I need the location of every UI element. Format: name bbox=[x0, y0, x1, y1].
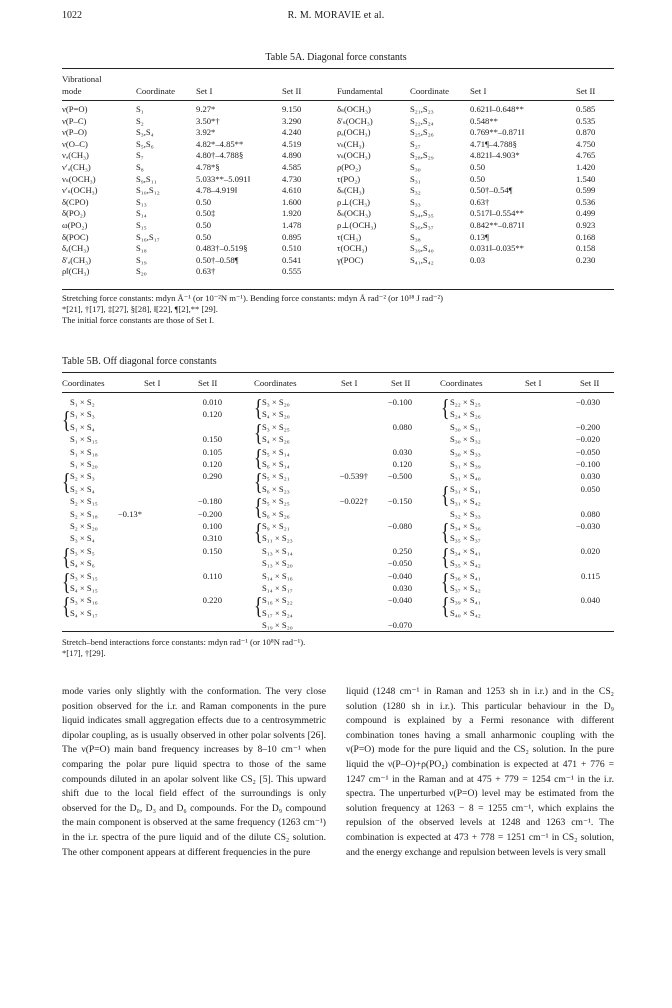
table-5a-caption: Table 5A. Diagonal force constants bbox=[265, 52, 407, 63]
table-5b-caption: Table 5B. Off diagonal force constants bbox=[62, 356, 217, 367]
cell-set2-value: −0.200 bbox=[197, 508, 222, 519]
grouping-brace: { bbox=[254, 394, 263, 422]
cell-set2-value: −0.030 bbox=[575, 521, 600, 531]
cell-coordinates: S₁ × S₄ bbox=[70, 421, 95, 432]
cell-mode: δ(CPO) bbox=[62, 196, 89, 207]
cell-set1-value: 0.50‡ bbox=[196, 208, 216, 219]
cell-set1-value: 5.033**–5.091‖ bbox=[196, 173, 250, 184]
cell-set2-value: 0.105 bbox=[202, 446, 222, 457]
cell-set2-value: 0.020 bbox=[580, 545, 600, 556]
cell-set1-value: 0.13¶ bbox=[470, 231, 489, 242]
cell-coordinate: S₁₀,S₁₂ bbox=[136, 185, 160, 196]
header-set1-b2: Set I bbox=[341, 378, 358, 388]
cell-set2-value: 0.310 bbox=[202, 533, 222, 544]
cell-set1-value: 4.71¶–4.788§ bbox=[470, 138, 517, 149]
table-5b-header-rule bbox=[62, 392, 614, 393]
cell-set2-value: 0.230 bbox=[576, 254, 596, 265]
cell-set1-value: 0.517‖–0.554** bbox=[470, 208, 524, 219]
cell-coordinate: S₃₉,S₄₀ bbox=[410, 243, 434, 254]
cell-coordinates: S₃ × S₂₅ bbox=[262, 421, 290, 432]
cell-coordinate: S₇ bbox=[136, 150, 144, 161]
cell-set2-value: −0.180 bbox=[197, 496, 222, 507]
header-set1-b3: Set I bbox=[525, 378, 542, 388]
table-5a-top-rule bbox=[62, 68, 614, 69]
cell-set2-value: 4.730 bbox=[282, 173, 302, 184]
cell-coordinates: S₁₄ × S₁₆ bbox=[262, 570, 293, 581]
cell-coordinates: S₁₄ × S₁₇ bbox=[262, 583, 293, 593]
header-coordinate-2: Coordinate bbox=[410, 86, 450, 96]
cell-coordinates: S₂₂ × S₂₅ bbox=[450, 397, 481, 407]
cell-coordinate: S₂₂,S₂₄ bbox=[410, 115, 434, 126]
table-5b-bottom-rule bbox=[62, 631, 614, 632]
cell-fundamental: δₛ(CH₃) bbox=[337, 185, 365, 196]
cell-set2-value: 0.050 bbox=[580, 483, 600, 494]
header-set2-2: Set II bbox=[576, 86, 596, 96]
cell-set2-value: 0.535 bbox=[576, 115, 596, 126]
cell-set1-value: 0.63† bbox=[196, 266, 216, 277]
cell-set2-value: 0.030 bbox=[392, 583, 412, 593]
cell-coordinate: S₂₈,S₂₉ bbox=[410, 150, 434, 161]
body-text-right-column: liquid (1248 cm⁻¹ in Raman and 1253 sh in i.r.) and in the CS₂ solution (1280 sh in i.r.). This particular behaviour in the D₉ compound is explained by a Fermi resonance with different combination tones having a small anharmonic coupling with the ν(P=O) mode for the pure liquid and the CS₂ solution. In the pure liquid the ν(P–O)+ρ(PO₂) combination is expected at 471 + 776 = 1247 cm⁻¹ in the Raman and at 475 + 779 = 1254 cm⁻¹ in the i.r. spectra. The unperturbed ν(P=O) level may be estimated from the solution frequency at 1263 − 8 = 1255 cm⁻¹, which explains the repulsion of the observed levels at 1248 and 1263 cm⁻¹. The combination is expected at 473 + 778 = 1251 cm⁻¹ in CS₂ solution, and the energy exchange and repulsion between levels is very small bbox=[346, 686, 614, 858]
cell-set2-value: 4.750 bbox=[576, 138, 596, 149]
cell-coordinates: S₂₄ × S₂₆ bbox=[450, 409, 481, 420]
cell-fundamental: ρ⊥(CH₃) bbox=[337, 196, 371, 207]
cell-set2-value: 0.510 bbox=[282, 243, 302, 254]
cell-coordinate: S₂₁,S₂₃ bbox=[410, 104, 434, 114]
cell-fundamental: νₛ(CH₃) bbox=[337, 138, 365, 149]
cell-coordinates: S₅ × S₁₄ bbox=[262, 446, 290, 457]
cell-coordinates: S₃₁ × S₃₉ bbox=[450, 459, 481, 469]
cell-coordinates: S₃₀ × S₃₃ bbox=[450, 446, 481, 457]
cell-mode: ν′ₛ(OCH₃) bbox=[62, 185, 98, 196]
cell-set2-value: 0.150 bbox=[202, 545, 222, 556]
cell-set2-value: 0.150 bbox=[202, 434, 222, 445]
cell-fundamental: ρ⊥(OCH₃) bbox=[337, 220, 377, 230]
cell-coordinates: S₁₇ × S₂₄ bbox=[262, 607, 293, 618]
cell-set2-value: 0.923 bbox=[576, 220, 596, 230]
cell-coordinates: S₅ × S₂₁ bbox=[262, 471, 290, 482]
cell-set1-value: 4.82*–4.85** bbox=[196, 138, 244, 149]
cell-coordinates: S₄ × S₁₇ bbox=[70, 607, 98, 618]
header-mode-line1: Vibrational bbox=[62, 74, 102, 84]
cell-coordinates: S₂ × S₂₀ bbox=[70, 521, 98, 531]
table-5a-footnote-refs: *[21], †[17], ‡[27], §[28], ‖[22], ¶[2],** [29]. bbox=[62, 304, 218, 314]
header-mode-line2: mode bbox=[62, 86, 82, 96]
cell-set2-value: 0.290 bbox=[202, 471, 222, 482]
table-5a-header-rule bbox=[62, 100, 614, 101]
cell-set1-value: 0.621‖–0.648** bbox=[470, 104, 524, 114]
cell-set2-value: −0.200 bbox=[575, 421, 600, 432]
cell-coordinates: S₆ × S₂₆ bbox=[262, 508, 290, 519]
cell-set1-value: 0.50 bbox=[196, 196, 212, 207]
grouping-brace: { bbox=[254, 493, 263, 521]
cell-coordinate: S₂₅,S₂₆ bbox=[410, 127, 434, 138]
grouping-brace: { bbox=[254, 444, 263, 472]
cell-set2-value: 1.920 bbox=[282, 208, 302, 219]
cell-coordinates: S₃₇ × S₄₂ bbox=[450, 583, 481, 593]
cell-coordinates: S₃₀ × S₃₁ bbox=[450, 421, 481, 432]
grouping-brace: { bbox=[62, 406, 71, 434]
cell-fundamental: τ(OCH₃) bbox=[337, 243, 368, 254]
grouping-brace: { bbox=[254, 592, 263, 620]
cell-set2-value: 0.110 bbox=[202, 570, 222, 581]
cell-coordinates: S₂ × S₄ bbox=[70, 483, 95, 494]
cell-coordinate: S₁ bbox=[136, 104, 144, 114]
header-set1-b1: Set I bbox=[144, 378, 161, 388]
cell-fundamental: τ(CH₃) bbox=[337, 231, 362, 242]
header-set1-2: Set I bbox=[470, 86, 487, 96]
cell-set2-value: −0.150 bbox=[387, 496, 412, 507]
cell-coordinate: S₃₃ bbox=[410, 196, 421, 207]
cell-coordinate: S₃₄,S₃₅ bbox=[410, 208, 434, 219]
cell-mode: ρ‖(CH₃) bbox=[62, 266, 90, 277]
table-5b-footnote-refs: *[17], †[29]. bbox=[62, 648, 106, 658]
cell-coordinates: S₃₅ × S₄₂ bbox=[450, 558, 481, 569]
cell-coordinate: S₃,S₄ bbox=[136, 127, 154, 138]
cell-set2-value: 0.040 bbox=[580, 595, 600, 606]
table-5a-bottom-rule bbox=[62, 289, 614, 290]
grouping-brace: { bbox=[62, 592, 71, 620]
cell-set2-value: 0.555 bbox=[282, 266, 302, 277]
grouping-brace: { bbox=[441, 543, 450, 571]
cell-set1-value: 0.50 bbox=[470, 162, 486, 172]
cell-set2-value: 4.519 bbox=[282, 138, 302, 149]
cell-coordinate: S₃₀ bbox=[410, 162, 421, 172]
cell-set2-value: −0.030 bbox=[575, 397, 600, 407]
cell-set2-value: 9.150 bbox=[282, 104, 302, 114]
cell-set2-value: −0.100 bbox=[575, 459, 600, 469]
cell-mode: νₐ(CH₃) bbox=[62, 150, 89, 161]
cell-set2-value: 1.478 bbox=[282, 220, 302, 230]
cell-mode: δₐ(CH₃) bbox=[62, 243, 90, 254]
cell-coordinates: S₃₆ × S₄₁ bbox=[450, 570, 481, 581]
body-text-left-column: mode varies only slightly with the conformation. The very close position observed for the i.r. and Raman components in the pure liquid indicates small aggregation effects due to a centrosymmetric dipolar coupling, as is usually observed in other polar solvents [26]. The ν(P=O) main band frequency increases by 8–10 cm⁻¹ when comparing the polar pure liquid spectra to those of the same compounds diluted in an apolar solvent like CS₂ [5]. This upward shift due to the local field effect of the surroundings is only observed for the D₀, D₃ and D₆ compounds. For the D₉ compound the main component is observed at the same frequency (1263 cm⁻¹) in the i.r. spectra of the pure liquid and of the dilute CS₂ solution. The other component appears at different frequencies in the pure bbox=[62, 686, 326, 858]
table-5a-footnote-note: The initial force constants are those of Set I. bbox=[62, 315, 215, 325]
cell-coordinates: S₂ × S₁₅ bbox=[70, 496, 98, 507]
header-set1: Set I bbox=[196, 86, 213, 96]
cell-mode: ν′ₐ(CH₃) bbox=[62, 162, 91, 172]
cell-coordinates: S₃ × S₅ bbox=[70, 545, 95, 556]
cell-set2-value: 0.536 bbox=[576, 196, 596, 207]
cell-set2-value: −0.050 bbox=[387, 558, 412, 569]
cell-set2-value: −0.040 bbox=[387, 595, 412, 606]
cell-coordinate: S₅,S₆ bbox=[136, 138, 154, 149]
grouping-brace: { bbox=[441, 481, 450, 509]
cell-set2-value: 4.890 bbox=[282, 150, 302, 161]
cell-fundamental: ρ(PO₂) bbox=[337, 162, 361, 172]
header-fundamental: Fundamental bbox=[337, 86, 383, 96]
cell-mode: ν(O–C) bbox=[62, 138, 88, 149]
cell-coordinate: S₃₆,S₃₇ bbox=[410, 220, 434, 230]
cell-set1-value: 0.50 bbox=[470, 173, 486, 184]
cell-coordinate: S₄₁,S₄₂ bbox=[410, 254, 434, 265]
cell-coordinate: S₁₃ bbox=[136, 196, 147, 207]
cell-coordinate: S₁₈ bbox=[136, 243, 147, 254]
cell-coordinates: S₁ × S₁₅ bbox=[70, 434, 98, 445]
cell-set2-value: 0.120 bbox=[392, 459, 412, 469]
grouping-brace: { bbox=[62, 568, 71, 596]
header-set2: Set II bbox=[282, 86, 302, 96]
cell-set2-value: 0.870 bbox=[576, 127, 596, 138]
cell-set1-value: 0.63† bbox=[470, 196, 490, 207]
grouping-brace: { bbox=[441, 394, 450, 422]
cell-set2-value: 0.499 bbox=[576, 208, 596, 219]
cell-coordinate: S₁₄ bbox=[136, 208, 147, 219]
cell-coordinates: S₄ × S₂₀ bbox=[262, 409, 290, 420]
cell-set1-value: −0.022† bbox=[339, 496, 368, 507]
grouping-brace: { bbox=[62, 543, 71, 571]
cell-coordinates: S₁₃ × S₁₄ bbox=[262, 545, 293, 556]
cell-set2-value: 1.540 bbox=[576, 173, 596, 184]
cell-coordinate: S₃₁ bbox=[410, 173, 421, 184]
cell-coordinate: S₂ bbox=[136, 115, 144, 126]
cell-coordinate: S₁₆,S₁₇ bbox=[136, 231, 160, 242]
cell-set2-value: 4.610 bbox=[282, 185, 302, 196]
cell-fundamental: ρₐ(OCH₃) bbox=[337, 127, 371, 138]
cell-coordinates: S₃₂ × S₃₃ bbox=[450, 508, 481, 519]
cell-set2-value: 4.765 bbox=[576, 150, 596, 161]
cell-coordinate: S₁₅ bbox=[136, 220, 147, 230]
cell-set2-value: 0.895 bbox=[282, 231, 302, 242]
cell-set2-value: 0.250 bbox=[392, 545, 412, 556]
cell-coordinates: S₃₁ × S₄₂ bbox=[450, 496, 481, 507]
cell-fundamental: δₛ(OCH₃) bbox=[337, 208, 371, 219]
table-5b-footnote-units: Stretch–bend interactions force constants: mdyn rad⁻¹ (or 10⁸N rad⁻¹). bbox=[62, 637, 306, 647]
cell-set2-value: 0.010 bbox=[202, 397, 222, 407]
cell-coordinates: S₃₁ × S₄₀ bbox=[450, 471, 481, 482]
cell-coordinates: S₆ × S₁₄ bbox=[262, 459, 290, 469]
cell-coordinates: S₁ × S₂ bbox=[70, 397, 95, 407]
table-5b-top-rule bbox=[62, 372, 614, 373]
cell-set1-value: −0.13* bbox=[117, 508, 142, 519]
cell-coordinates: S₃ × S₁₆ bbox=[70, 595, 98, 606]
cell-mode: νₛ(OCH₃) bbox=[62, 173, 96, 184]
cell-coordinate: S₂₇ bbox=[410, 138, 421, 149]
cell-coordinates: S₃ × S₁₅ bbox=[70, 570, 98, 581]
cell-coordinates: S₁₉ × S₂₀ bbox=[262, 620, 293, 631]
cell-coordinates: S₁ × S₃ bbox=[70, 409, 95, 420]
cell-coordinate: S₃₈ bbox=[410, 231, 421, 242]
cell-mode: δ(POC) bbox=[62, 231, 89, 242]
cell-coordinates: S₄ × S₆ bbox=[70, 558, 95, 569]
cell-set2-value: −0.020 bbox=[575, 434, 600, 445]
cell-fundamental: τ(PO₂) bbox=[337, 173, 361, 184]
header-coordinates-2: Coordinates bbox=[254, 378, 297, 388]
cell-set1-value: 0.548** bbox=[470, 115, 498, 126]
cell-set1-value: 0.50 bbox=[196, 220, 212, 230]
cell-set2-value: −0.100 bbox=[387, 397, 412, 407]
cell-mode: ω(PO₂) bbox=[62, 220, 88, 230]
cell-set1-value: 4.78*§ bbox=[196, 162, 220, 172]
cell-coordinate: S₂₀ bbox=[136, 266, 147, 277]
cell-coordinates: S₉ × S₂₁ bbox=[262, 521, 290, 531]
cell-set1-value: 0.769**–0.871‖ bbox=[470, 127, 524, 138]
cell-coordinates: S₃₀ × S₃₂ bbox=[450, 434, 481, 445]
header-coordinates-3: Coordinates bbox=[440, 378, 483, 388]
cell-coordinates: S₃ × S₂₀ bbox=[262, 397, 290, 407]
cell-set2-value: 3.290 bbox=[282, 115, 302, 126]
cell-mode: ν(P=O) bbox=[62, 104, 88, 114]
cell-set2-value: 0.030 bbox=[392, 446, 412, 457]
cell-fundamental: νₛ(OCH₃) bbox=[337, 150, 371, 161]
cell-set2-value: −0.500 bbox=[387, 471, 412, 482]
cell-fundamental: δ′ₛ(OCH₃) bbox=[337, 115, 373, 126]
cell-coordinate: S₁₉ bbox=[136, 254, 147, 265]
running-title: R. M. MORAVIE et al. bbox=[287, 10, 385, 21]
cell-set1-value: 0.50 bbox=[196, 231, 212, 242]
cell-coordinates: S₂ × S₁₈ bbox=[70, 508, 98, 519]
cell-set2-value: −0.040 bbox=[387, 570, 412, 581]
cell-set2-value: 0.168 bbox=[576, 231, 596, 242]
cell-set2-value: 0.030 bbox=[580, 471, 600, 482]
cell-set1-value: 3.50*† bbox=[196, 115, 220, 126]
grouping-brace: { bbox=[254, 518, 263, 546]
cell-coordinates: S₂ × S₃ bbox=[70, 471, 95, 482]
cell-set2-value: 0.599 bbox=[576, 185, 596, 196]
cell-set2-value: 0.115 bbox=[580, 570, 600, 581]
cell-set2-value: 4.240 bbox=[282, 127, 302, 138]
cell-coordinates: S₁ × S₁₈ bbox=[70, 446, 98, 457]
cell-coordinates: S₁₆ × S₂₂ bbox=[262, 595, 293, 606]
cell-coordinates: S₄₀ × S₄₂ bbox=[450, 607, 481, 618]
cell-mode: ν(P–C) bbox=[62, 115, 87, 126]
cell-set2-value: 1.600 bbox=[282, 196, 302, 207]
cell-set2-value: 0.080 bbox=[392, 421, 412, 432]
cell-coordinates: S₄ × S₁₅ bbox=[70, 583, 98, 593]
cell-coordinates: S₁ × S₂₀ bbox=[70, 459, 98, 469]
cell-set1-value: 0.031‖–0.035** bbox=[470, 243, 524, 254]
cell-set2-value: 0.120 bbox=[202, 409, 222, 420]
cell-coordinates: S₅ × S₂₅ bbox=[262, 496, 290, 507]
cell-set2-value: 0.541 bbox=[282, 254, 302, 265]
cell-set1-value: 0.50†–0.58¶ bbox=[196, 254, 239, 265]
cell-coordinates: S₃ × S₄ bbox=[70, 533, 95, 544]
header-set2-b1: Set II bbox=[198, 378, 218, 388]
cell-set1-value: 3.92* bbox=[196, 127, 216, 138]
cell-set1-value: 4.78–4.919‖ bbox=[196, 185, 238, 196]
cell-coordinates: S₁₁ × S₂₃ bbox=[262, 533, 293, 544]
cell-set2-value: 0.080 bbox=[580, 508, 600, 519]
page-number: 1022 bbox=[62, 10, 82, 21]
grouping-brace: { bbox=[441, 568, 450, 596]
cell-set1-value: 9.27* bbox=[196, 104, 216, 114]
table-5a-footnote-units: Stretching force constants: mdyn Å⁻¹ (or 10⁻²N m⁻¹). Bending force constants: mdyn Å rad⁻² (or 10¹⁸ J rad⁻²) bbox=[62, 293, 443, 303]
grouping-brace: { bbox=[62, 468, 71, 496]
header-coordinate: Coordinate bbox=[136, 86, 176, 96]
cell-set2-value: 0.585 bbox=[576, 104, 596, 114]
cell-coordinate: S₃₂ bbox=[410, 185, 421, 196]
header-set2-b3: Set II bbox=[580, 378, 600, 388]
grouping-brace: { bbox=[254, 419, 263, 447]
cell-mode: ν(P–O) bbox=[62, 127, 87, 138]
cell-coordinates: S₄ × S₂₆ bbox=[262, 434, 290, 445]
cell-set2-value: 0.100 bbox=[202, 521, 222, 531]
cell-set1-value: 0.50†–0.54¶ bbox=[470, 185, 513, 196]
grouping-brace: { bbox=[441, 518, 450, 546]
cell-coordinates: S₃₄ × S₃₆ bbox=[450, 521, 481, 531]
cell-set2-value: 0.120 bbox=[202, 459, 222, 469]
cell-mode: δ′ₐ(CH₃) bbox=[62, 254, 91, 265]
cell-coordinate: S₈ bbox=[136, 162, 144, 172]
cell-set2-value: 0.220 bbox=[202, 595, 222, 606]
cell-fundamental: δₛ(OCH₃) bbox=[337, 104, 371, 114]
cell-set1-value: 0.842**–0.871‖ bbox=[470, 220, 524, 230]
cell-coordinate: S₉,S₁₁ bbox=[136, 173, 157, 184]
cell-coordinates: S₁₃ × S₂₀ bbox=[262, 558, 293, 569]
cell-coordinates: S₃₄ × S₄₁ bbox=[450, 545, 481, 556]
grouping-brace: { bbox=[254, 468, 263, 496]
header-coordinates-1: Coordinates bbox=[62, 378, 105, 388]
cell-mode: δ(PO₂) bbox=[62, 208, 86, 219]
grouping-brace: { bbox=[441, 592, 450, 620]
cell-set2-value: 4.585 bbox=[282, 162, 302, 172]
cell-fundamental: γ(POC) bbox=[337, 254, 364, 265]
cell-set2-value: 0.158 bbox=[576, 243, 596, 254]
cell-set1-value: 0.483†–0.519§ bbox=[196, 243, 248, 254]
cell-coordinates: S₃₅ × S₃₇ bbox=[450, 533, 481, 544]
cell-set1-value: 4.80†–4.788§ bbox=[196, 150, 244, 161]
cell-coordinates: S₃₁ × S₄₁ bbox=[450, 483, 481, 494]
cell-coordinates: S₆ × S₂₃ bbox=[262, 483, 290, 494]
cell-coordinates: S₃₉ × S₄₁ bbox=[450, 595, 481, 606]
cell-set1-value: 4.821‖–4.903* bbox=[470, 150, 520, 161]
cell-set2-value: −0.050 bbox=[575, 446, 600, 457]
cell-set1-value: −0.539† bbox=[339, 471, 368, 482]
cell-set2-value: −0.080 bbox=[387, 521, 412, 531]
header-set2-b2: Set II bbox=[391, 378, 411, 388]
cell-set1-value: 0.03 bbox=[470, 254, 486, 265]
cell-set2-value: −0.070 bbox=[387, 620, 412, 631]
cell-set2-value: 1.420 bbox=[576, 162, 596, 172]
